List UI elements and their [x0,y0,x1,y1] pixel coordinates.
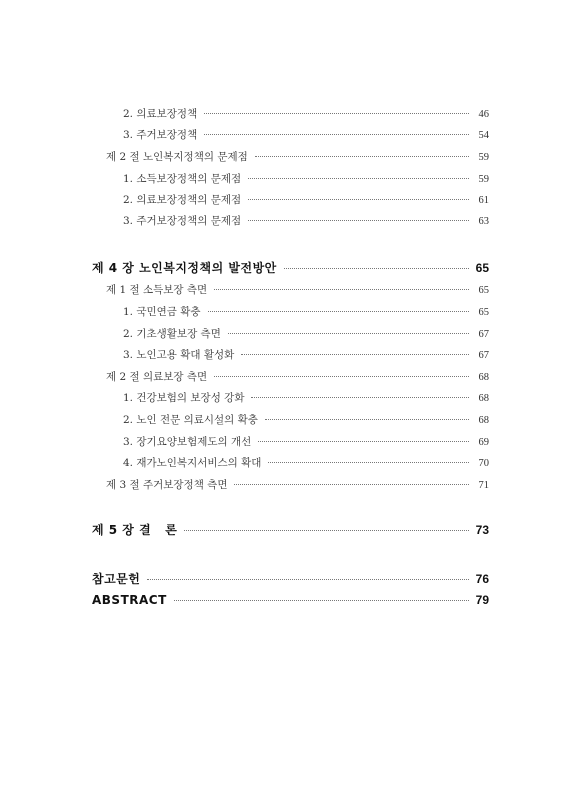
toc-entry-label: 3. 장기요양보험제도의 개선 [123,436,252,448]
toc-entry-page: 46 [478,109,489,120]
toc-entry[interactable] [106,477,489,492]
toc-leader-dots [174,600,469,601]
toc-entry[interactable] [106,282,489,297]
toc-entry-page: 71 [478,480,489,491]
toc-leader-dots [241,354,469,355]
toc-leader-dots [204,134,469,135]
toc-entry[interactable] [123,106,489,121]
toc-chapter-entry[interactable] [92,593,489,607]
toc-entry-page: 67 [478,350,489,361]
toc-entry[interactable] [123,326,489,341]
toc-leader-dots [234,484,469,485]
toc-entry-label: ABSTRACT [92,593,167,607]
toc-entry[interactable] [123,390,489,405]
toc-leader-dots [248,220,469,221]
toc-entry[interactable] [123,192,489,207]
toc-entry-label: 3. 노인고용 확대 활성화 [123,349,235,361]
toc-entry-label: 1. 국민연금 확충 [123,306,201,318]
toc-entry[interactable] [123,213,489,228]
toc-entry-page: 65 [478,285,489,296]
toc-entry-label: 1. 소득보장정책의 문제점 [123,173,242,185]
toc-entry-page: 68 [478,393,489,404]
toc-entry-label: 2. 기초생활보장 측면 [123,328,221,340]
toc-entry-label: 2. 의료보장정책 [123,108,198,120]
toc-leader-dots [255,156,469,157]
toc-entry-page: 59 [478,152,489,163]
toc-entry[interactable] [106,369,489,384]
toc-entry-label: 3. 주거보장정책의 문제점 [123,215,242,227]
toc-entry-label: 제 1 절 소득보장 측면 [106,284,208,296]
toc-entry-page: 68 [478,372,489,383]
toc-entry-page: 59 [478,174,489,185]
toc-leader-dots [214,289,469,290]
toc-entry-label: 제 5 장 결 론 [92,523,178,537]
toc-entry-page: 76 [475,572,489,586]
toc-entry-page: 54 [478,130,489,141]
toc-entry-label: 제 4 장 노인복지정책의 발전방안 [92,261,277,275]
toc-entry[interactable] [123,455,489,470]
toc-leader-dots [184,530,469,531]
toc-entry[interactable] [123,127,489,142]
toc-entry-label: 제 2 절 노인복지정책의 문제점 [106,151,248,163]
toc-entry-label: 3. 주거보장정책 [123,129,198,141]
toc-entry-label: 2. 노인 전문 의료시설의 확충 [123,414,258,426]
toc-entry-page: 70 [478,458,489,469]
toc-entry-page: 65 [475,261,489,275]
toc-leader-dots [265,419,469,420]
toc-entry-label: 참고문헌 [92,572,141,586]
toc-entry-label: 제 2 절 의료보장 측면 [106,371,208,383]
toc-leader-dots [248,178,469,179]
toc-entry-page: 67 [478,329,489,340]
toc-entry-page: 79 [475,593,489,607]
toc-leader-dots [248,199,469,200]
toc-leader-dots [147,579,469,580]
toc-leader-dots [204,113,469,114]
toc-leader-dots [214,376,469,377]
toc-chapter-entry[interactable] [92,521,489,538]
toc-leader-dots [251,397,469,398]
toc-leader-dots [268,462,469,463]
toc-entry[interactable] [123,347,489,362]
toc-entry-page: 73 [475,523,489,537]
toc-leader-dots [258,441,469,442]
toc-entry-page: 65 [478,307,489,318]
toc-entry-page: 68 [478,415,489,426]
toc-leader-dots [228,333,469,334]
toc-entry[interactable] [123,304,489,319]
toc-entry-label: 2. 의료보장정책의 문제점 [123,194,242,206]
toc-entry-label: 제 3 절 주거보장정책 측면 [106,479,228,491]
toc-entry[interactable] [123,412,489,427]
toc-chapter-entry[interactable] [92,570,489,587]
toc-leader-dots [284,268,469,269]
toc-entry-page: 61 [478,195,489,206]
toc-entry-label: 1. 건강보험의 보장성 강화 [123,392,245,404]
toc-entry-label: 4. 재가노인복지서비스의 확대 [123,457,262,469]
toc-entry[interactable] [106,149,489,164]
toc-entry[interactable] [123,434,489,449]
toc-entry-page: 69 [478,437,489,448]
toc-entry[interactable] [123,171,489,186]
toc-chapter-entry[interactable] [92,259,489,276]
toc-entry-page: 63 [478,216,489,227]
toc-leader-dots [208,311,469,312]
